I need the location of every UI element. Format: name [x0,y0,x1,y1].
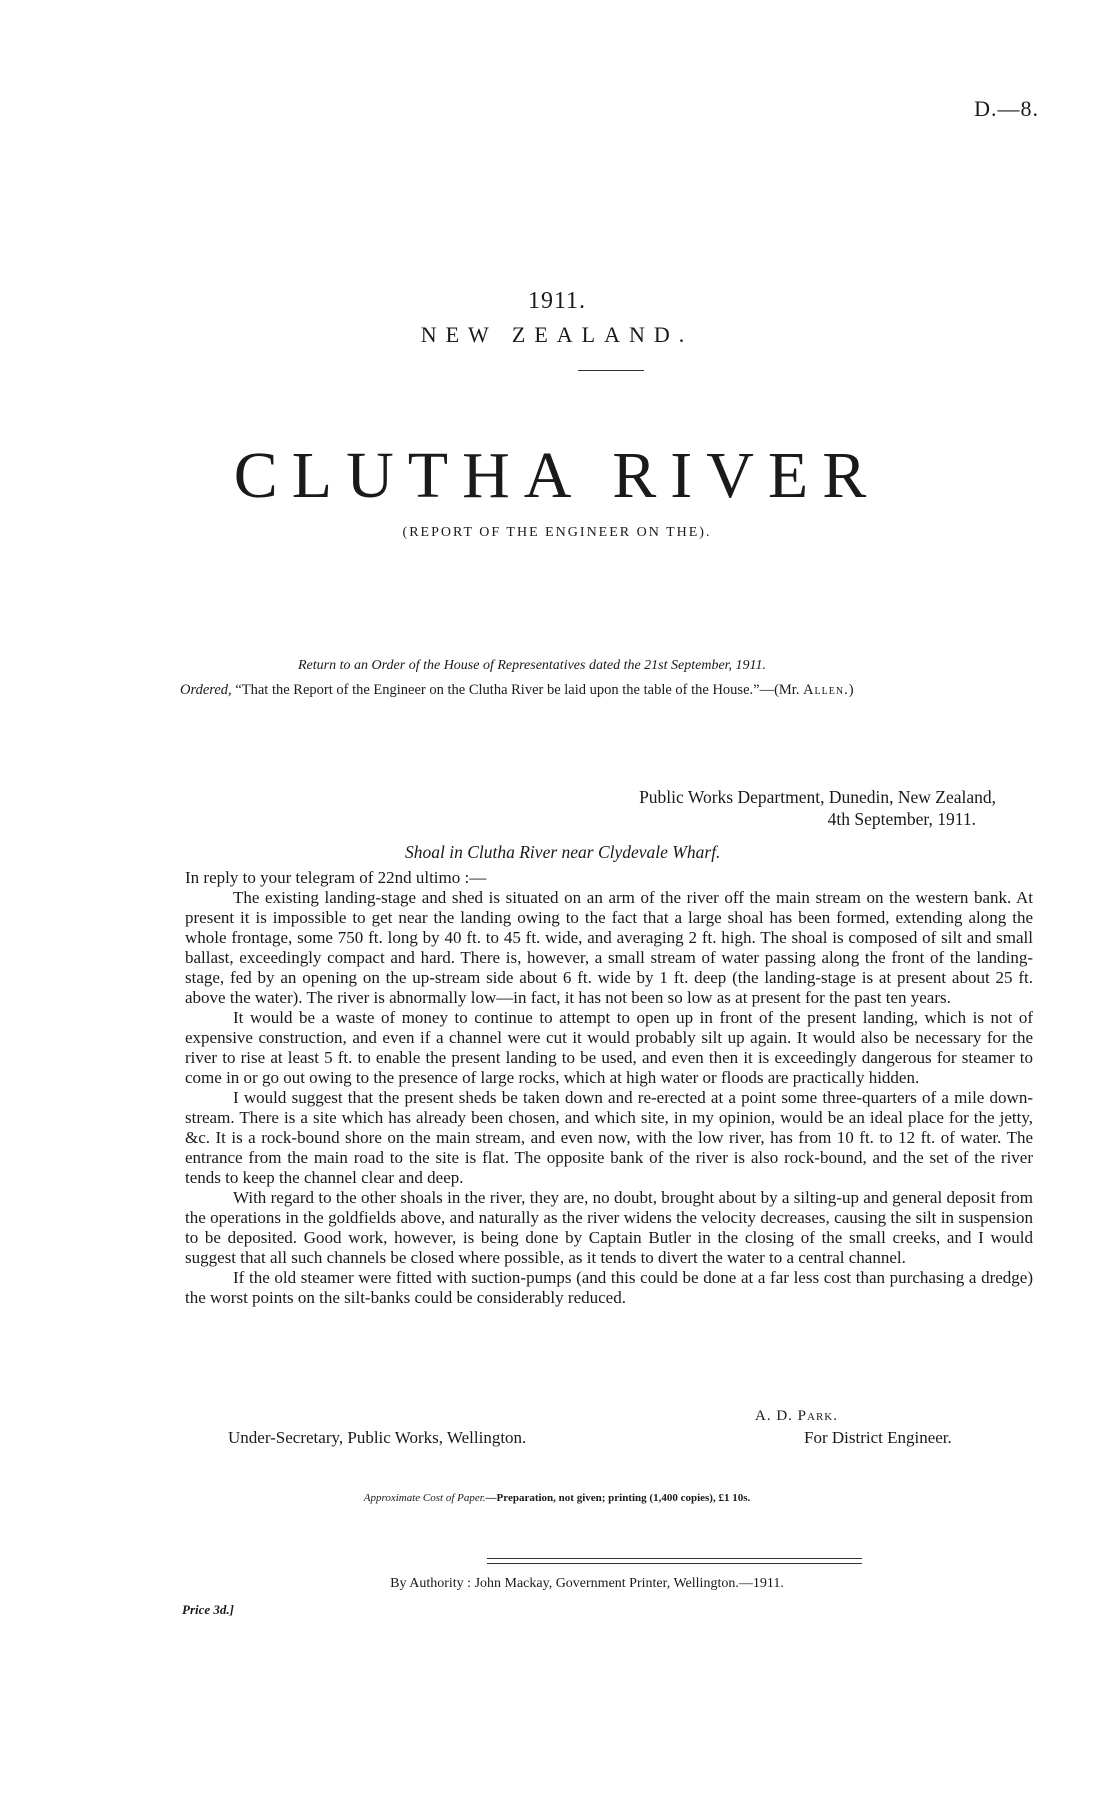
footer-rule [487,1558,862,1559]
letter-body [185,868,1033,1308]
printer-authority: By Authority : John Mackay, Government Printer, Wellington.—1911. [390,1576,784,1591]
document-subtitle: (REPORT OF THE ENGINEER ON THE). [402,525,712,540]
addressee: Under-Secretary, Public Works, Wellington. [228,1428,527,1447]
signature-name: A. D. Park. [755,1408,838,1424]
cost-of-paper [0,1492,1114,1504]
ordered-text: “That the Report of the Engineer on the Clutha River be laid upon the table of the House.”—(Mr. [235,682,800,698]
price-note [182,1602,234,1618]
return-order-line: Return to an Order of the House of Representatives dated the 21st September, 1911. [298,658,767,673]
document-year: 1911. [527,288,587,314]
footer-rule [487,1563,862,1564]
ordered-label: Ordered, [180,682,232,698]
signer-title: For District Engineer. [804,1428,952,1447]
price-text: Price 3d.] [182,1602,234,1617]
country-heading: NEW ZEALAND. [420,322,694,347]
letter-heading: Shoal in Clutha River near Clydevale Wharf. [405,842,721,862]
divider-rule [578,370,644,371]
body-paragraph: With regard to the other shoals in the river, they are, no doubt, brought about by a silting-up and general deposit from the operations in the goldfields above, and naturally as the river widens the velocity decreases, causing the silt in suspension to be deposited. Good work, however, is being done by Captain Butler in the closing of the small creeks, and I would suggest that all such channels be closed where possible, as it tends to divert the water to a central channel. [185,1188,1033,1267]
cost-text: —Preparation, not given; printing (1,400 copies), £1 10s. [485,1492,751,1504]
letter-date: 4th September, 1911. [827,809,976,829]
document-reference: D.—8. [974,96,1039,121]
body-paragraph: I would suggest that the present sheds be taken down and re-erected at a point some three-quarters of a mile down-stream. There is a site which has already been chosen, and which site, in my opinion, would be an ideal place for the jetty, &c. It is a rock-bound shore on the main stream, and even now, with the low river, has from 10 ft. to 12 ft. of water. The entrance from the main road to the site is flat. The opposite bank of the river is also rock-bound, and the set of the river tends to keep the channel clear and deep. [185,1088,1033,1187]
ordered-paragraph [180,680,1032,700]
department-address [639,786,996,830]
cost-label: Approximate Cost of Paper. [363,1492,486,1504]
letter-opening: In reply to your telegram of 22nd ultimo :— [185,868,487,887]
body-paragraph: It would be a waste of money to continue to attempt to open up in front of the present landing, which is not of expensive construction, and even if a channel were cut it would probably silt up again. It would also be necessary for the river to rise at least 5 ft. to enable the present landing to be used, and even then it is exceedingly dangerous for steamer to come in or go out owing to the presence of large rocks, which at high water or floods are practically hidden. [185,1008,1033,1087]
body-paragraph: The existing landing-stage and shed is situated on an arm of the river off the main stream on the western bank. At present it is impossible to get near the landing owing to the fact that a large shoal has been formed, extending along the whole frontage, some 750 ft. long by 40 ft. to 45 ft. wide, and averaging 2 ft. high. The shoal is composed of silt and small ballast, exceedingly compact and hard. There is, however, a small stream of water passing along the front of the landing-stage, fed by an opening on the up-stream side about 6 ft. wide by 1 ft. deep (the landing-stage is at present about 25 ft. above the water). The river is abnormally low—in fact, it has not been so low as at present for the past ten years. [185,888,1033,1007]
department-line: Public Works Department, Dunedin, New Zealand, [639,787,996,807]
document-title: CLUTHA RIVER [233,439,881,512]
body-paragraph: If the old steamer were fitted with suction-pumps (and this could be done at a far less cost than purchasing a dredge) the worst points on the silt-banks could be considerably reduced. [185,1268,1033,1307]
ordered-name: Allen.) [803,682,855,698]
